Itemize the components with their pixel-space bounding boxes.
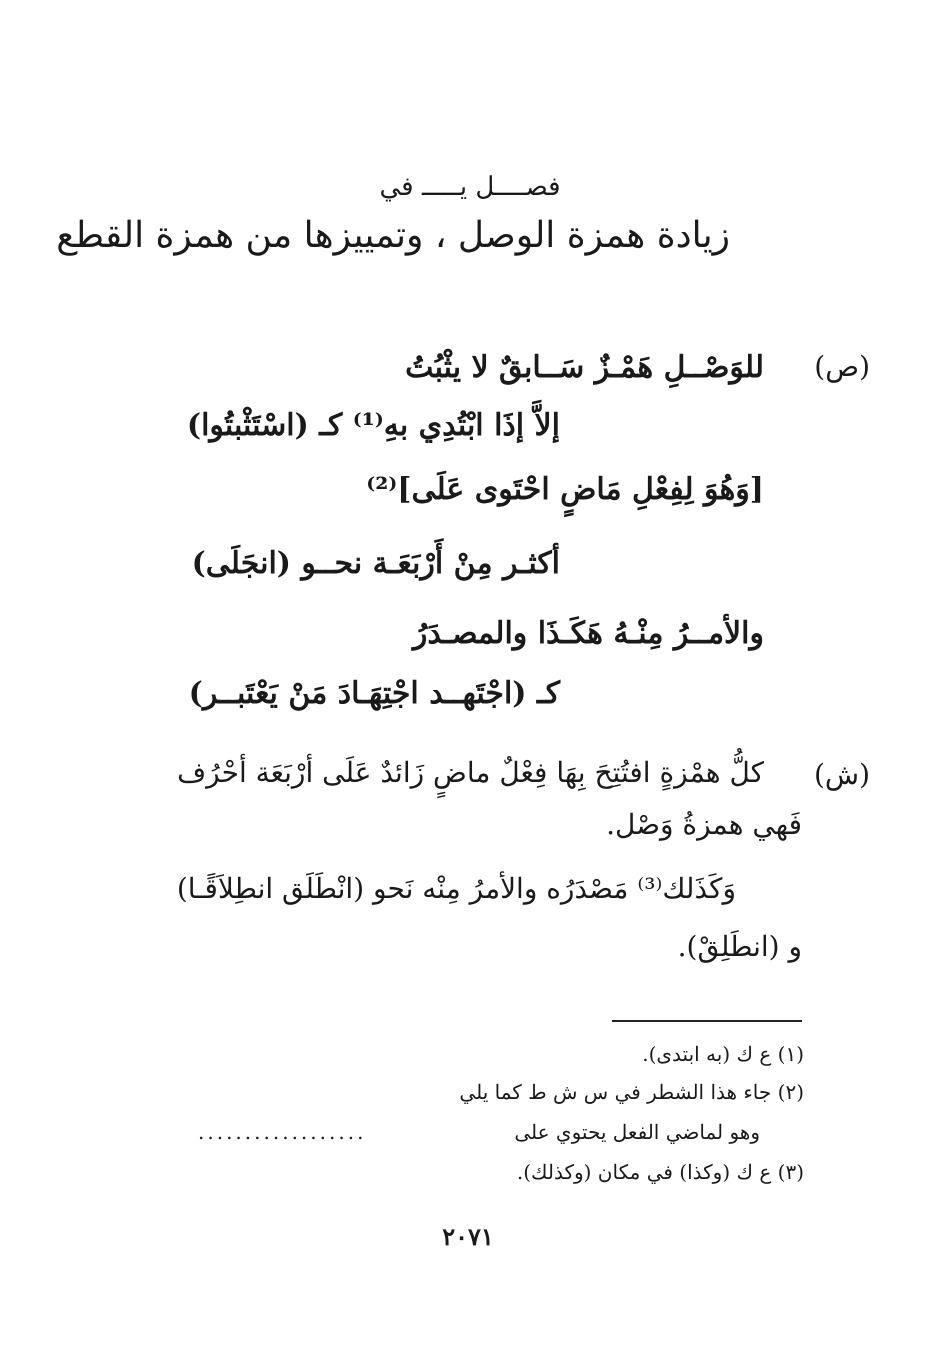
verse-line-4: أكثـر مِنْ أَرْبَعَـة نحــو (انجَلَى) — [191, 546, 560, 581]
verse-label: (ص) — [814, 350, 870, 383]
footnote-1: (١) ع ك (به ابتدى). — [642, 1042, 804, 1066]
footnote-divider — [612, 1020, 802, 1022]
commentary-line-4: و (انطَلِقْ). — [677, 930, 802, 963]
verse-line-5: والأمــرُ مِنْـهُ هَكَـذَا والمصـدَرُ — [412, 616, 764, 651]
verse-line-1: للوَصْــلِ هَمْـزٌ سَــابقٌ لا يثْبُتُ — [405, 350, 764, 385]
section-heading-title: زيادة همزة الوصل ، وتمييزها من همزة القطع — [56, 215, 730, 256]
footnote-2-dots: .................. — [198, 1120, 367, 1144]
section-heading-small — [350, 172, 590, 202]
footnote-2: (٢) جاء هذا الشطر في س ش ط كما يلي — [459, 1080, 804, 1104]
verse-line-2: إلاَّ إذَا ابْتُدِي بهِ⁽¹⁾ كـ (اسْتَثْبتُوا) — [186, 408, 560, 443]
commentary-line-1: كلُّ همْزةٍ افتُتِحَ بِهَا فِعْلٌ ماضٍ زَائدٌ عَلَى أرْبَعَة أحْرُف — [177, 756, 764, 789]
footnote-2-verse: وهو لماضي الفعل يحتوي على — [514, 1120, 760, 1144]
verse-line-3: [وَهُوَ لِفِعْلِ مَاضٍ احْتَوى عَلَى]⁽²⁾ — [366, 472, 764, 507]
page-number: ٢٠٧١ — [442, 1222, 494, 1251]
commentary-line-3: وَكَذَلك⁽³⁾ مَصْدَرُه والأمرُ مِنْه نَحو (انْطَلَق انطِلاَقًـا) — [176, 872, 736, 905]
commentary-label: (ش) — [813, 758, 870, 791]
footnote-3: (٣) ع ك (وكذا) في مكان (وكذلك). — [516, 1160, 804, 1184]
verse-line-6: كـ (اجْتَهــد اجْتِهَـادَ مَنْ يَعْتَبــر) — [188, 676, 560, 711]
commentary-line-2: فَهي همزةُ وَصْل. — [606, 808, 802, 841]
section-heading-label: فصــــل يـــــ في — [379, 172, 561, 202]
